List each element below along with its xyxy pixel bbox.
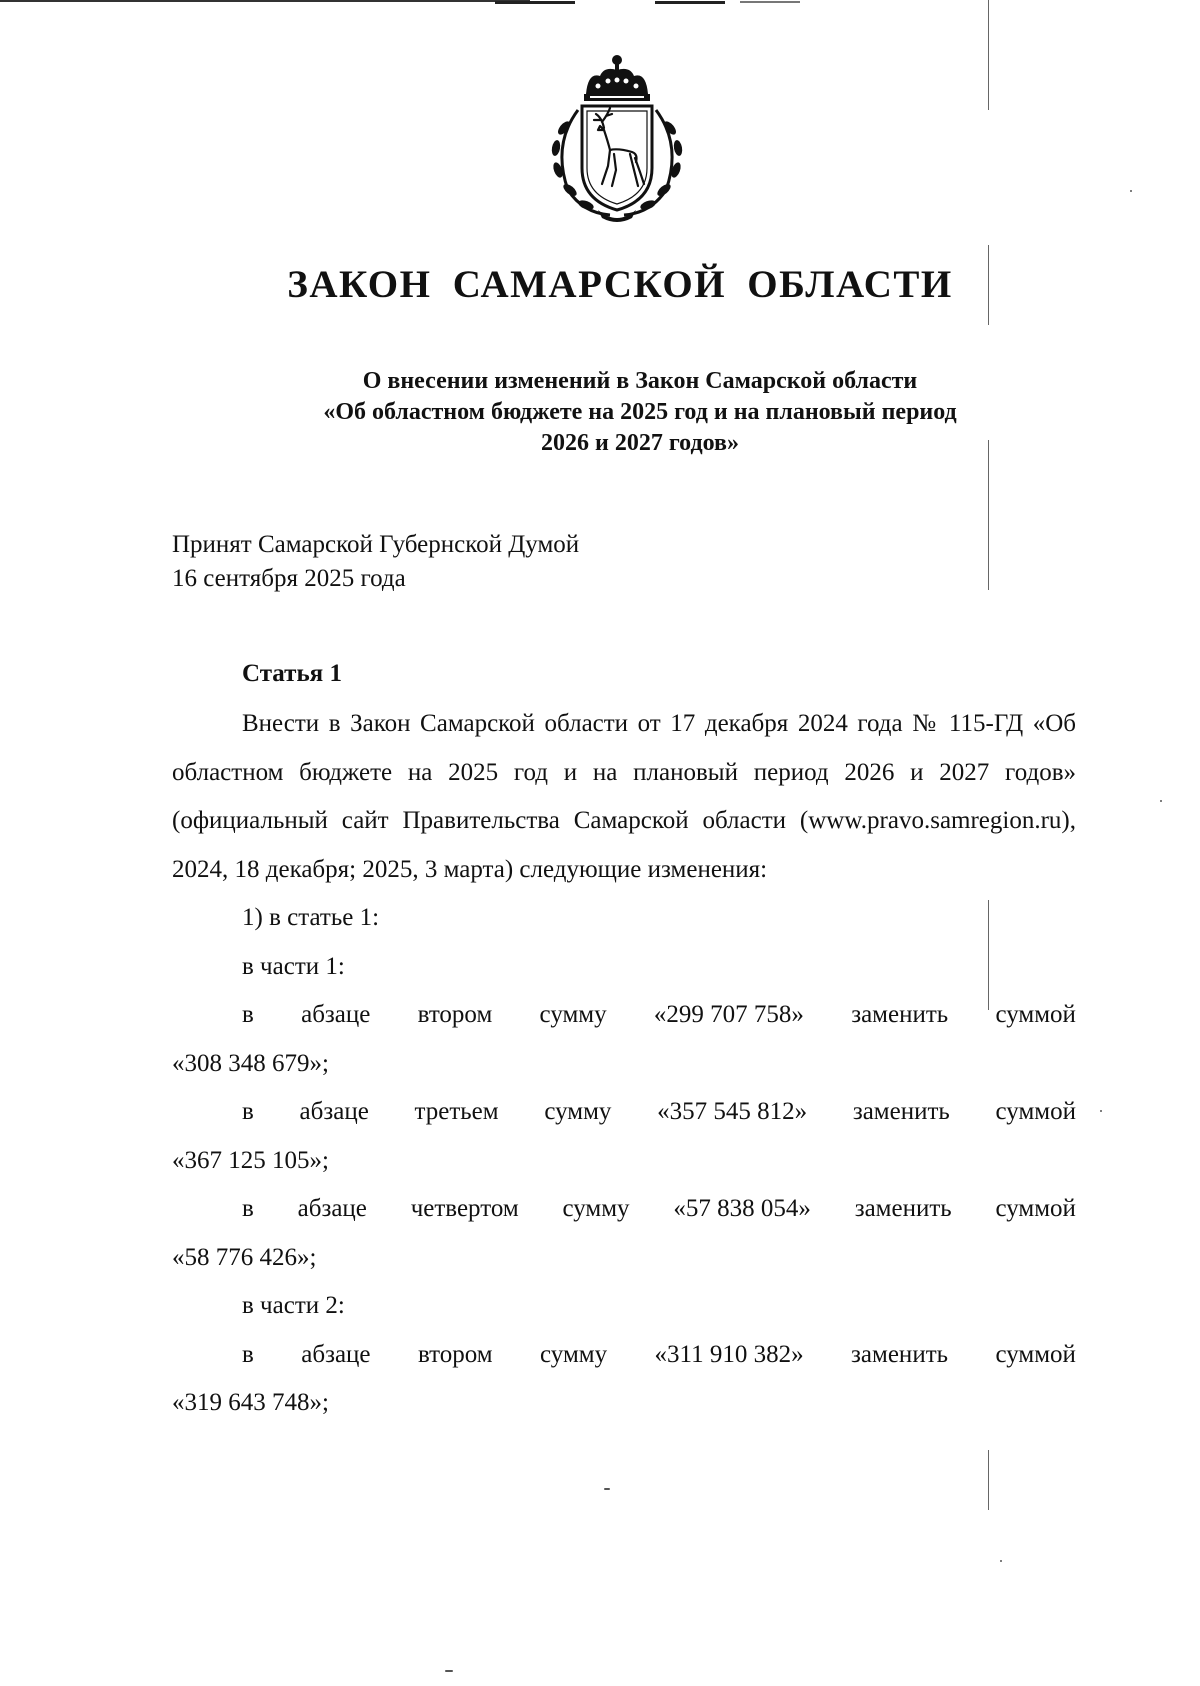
- amendment-line: [172, 1088, 1076, 1137]
- subtitle-line: «Об областном бюджете на 2025 год и на плановый период: [323, 399, 957, 425]
- article-heading: Статья 1: [242, 660, 342, 687]
- amendment-word: четвертом: [410, 1195, 519, 1222]
- amendment-line: [172, 1331, 1076, 1380]
- part-2-heading: в части 2:: [242, 1292, 345, 1319]
- amendment-word: заменить: [851, 1340, 949, 1368]
- document-subtitle: [260, 366, 1020, 459]
- amendment: [172, 1185, 1076, 1282]
- scan-artifact-smudge: [740, 1, 800, 3]
- amendment-word: суммой: [995, 1001, 1076, 1028]
- amendment-word: третьем: [414, 1098, 499, 1125]
- amendment-word: заменить: [854, 1195, 952, 1222]
- coat-of-arms-icon: [538, 50, 696, 225]
- old-sum: «357 545 812»: [657, 1098, 808, 1125]
- document-title: ЗАКОН САМАРСКОЙ ОБЛАСТИ: [287, 263, 953, 306]
- scan-speck: [1130, 190, 1132, 192]
- scan-speck: [1160, 800, 1162, 802]
- old-sum: «57 838 054»: [673, 1195, 811, 1222]
- adoption-body: Принят Самарской Губернской Думой: [172, 531, 580, 558]
- amendment-word: суммой: [995, 1340, 1076, 1368]
- amendment-word: абзаце: [297, 1195, 367, 1222]
- new-sum: «367 125 105»;: [172, 1146, 329, 1174]
- amendment-word: сумму: [544, 1098, 612, 1125]
- new-sum: «319 643 748»;: [172, 1389, 329, 1416]
- amendment-word: заменить: [851, 1001, 949, 1028]
- subtitle-line: О внесении изменений в Закон Самарской области: [362, 368, 918, 394]
- adoption-note: [172, 528, 579, 596]
- amendment-word: заменить: [852, 1098, 950, 1125]
- scan-artifact-edge-line: [988, 0, 989, 110]
- amendment-word: суммой: [995, 1098, 1076, 1125]
- old-sum: «311 910 382»: [654, 1340, 804, 1368]
- amendment-word: втором: [417, 1001, 493, 1028]
- amendment: [172, 1088, 1076, 1185]
- amendment: [172, 991, 1076, 1088]
- amendment-word: в: [242, 1340, 254, 1368]
- adoption-date: 16 сентября 2025 года: [172, 565, 406, 592]
- amendment-word: сумму: [562, 1195, 630, 1222]
- new-sum: «58 776 426»;: [172, 1243, 317, 1271]
- subtitle-line: 2026 и 2027 годов»: [541, 430, 739, 456]
- amendment-word: абзаце: [301, 1001, 371, 1028]
- amendment-word: сумму: [540, 1340, 608, 1368]
- scan-artifact-edge-line: [988, 440, 989, 590]
- amendment-word: в: [242, 1098, 254, 1125]
- old-sum: «299 707 758»: [653, 1001, 804, 1028]
- scan-speck: [604, 1488, 610, 1490]
- amendment-word: абзаце: [301, 1340, 371, 1368]
- scan-artifact-top-line: [0, 0, 530, 2]
- amendment-word: абзаце: [299, 1098, 369, 1125]
- article-body: [172, 700, 1076, 1428]
- item-1: 1) в статье 1:: [242, 904, 380, 931]
- amendment-line: [172, 991, 1076, 1040]
- amendment-line: [172, 1185, 1076, 1234]
- scan-speck: [445, 1670, 453, 1672]
- scan-speck: [1100, 1110, 1102, 1112]
- amendment-word: в: [242, 1001, 254, 1028]
- scan-artifact-smudge: [655, 1, 725, 4]
- amendment-word: суммой: [995, 1195, 1076, 1222]
- new-sum: «308 348 679»;: [172, 1049, 329, 1077]
- part-1-heading: в части 1:: [242, 952, 345, 980]
- scan-speck: [1000, 1560, 1002, 1562]
- intro-paragraph: Внести в Закон Самарской области от 17 декабря 2024 года № 115-ГД «Об областном бюджете на 2025 год и на плановый период 2026 и 2027 годов» (официальный сайт Правительства Самарской области (www.pravo.samregion.ru), 2024, 18 декабря; 2025, 3 марта) следующие изменения:: [172, 710, 1076, 883]
- amendment: [172, 1331, 1076, 1428]
- scan-artifact-edge-line: [988, 1450, 989, 1510]
- amendment-word: втором: [417, 1340, 493, 1368]
- scan-artifact-smudge: [495, 1, 575, 4]
- amendment-word: сумму: [539, 1001, 607, 1028]
- amendment-word: в: [242, 1195, 254, 1222]
